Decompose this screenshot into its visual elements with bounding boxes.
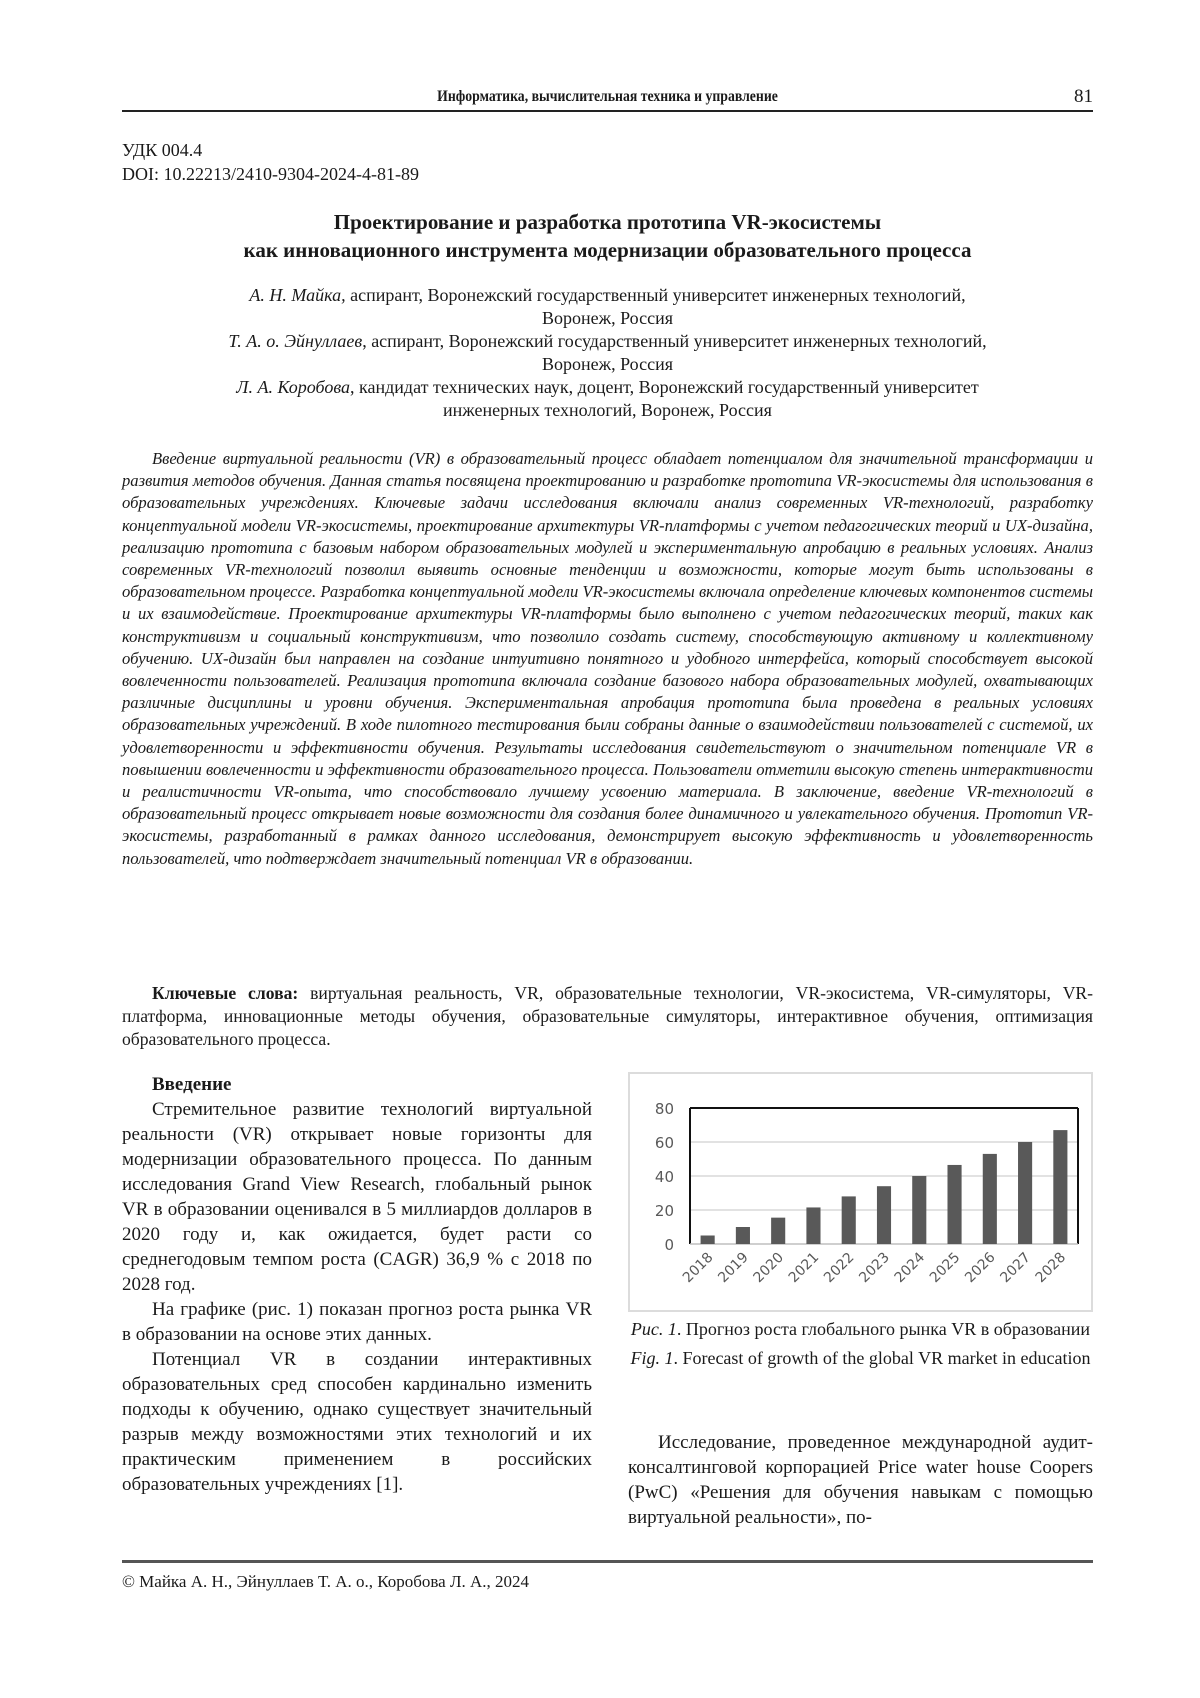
bar-2023 (877, 1186, 891, 1244)
bar-2026 (983, 1154, 997, 1244)
paragraph: Стремительное развитие технологий виртуальной реальности (VR) открывает новые горизонты для модернизации образовательного процесса. По данным исследования Grand View Research, глобальный рынок VR в образовании оценивался в 5 миллиардов долларов в 2020 году и, как ожидается, будет расти со среднегодовым темпом роста (CAGR) 36,9 % с 2018 по 2028 год. (122, 1099, 592, 1295)
copyright-notice: © Майка А. Н., Эйнуллаев Т. А. о., Коробова Л. А., 2024 (122, 1572, 530, 1591)
abstract: Введение виртуальной реальности (VR) в образовательный процесс обладает потенциалом для значительной трансформации и развития методов обучения. Данная статья посвящена проектированию и разработке прототипа VR-экосистемы для использования в образовательных учреждениях. Ключевые задачи исследования включали анализ современных VR-технологий, разработку концептуальной модели VR-экосистемы, проектирование архитектуры VR-платформы с учетом педагогических теорий и UX-дизайна, реализацию прототипа с базовым набором образовательных модулей и экспериментальную апробацию в реальных условиях. Анализ современных VR-технологий позволил выявить основные тенденции и возможности, которые могут быть использованы в образовательном процессе. Разработка концептуальной модели VR-экосистемы включала определение ключевых компонентов системы и их взаимодействие. Проектирование архитектуры VR-платформы было выполнено с учетом педагогических теорий, таких как конструктивизм и социальный конструктивизм, что позволило создать систему, способствующую активному и коллективному обучению. UX-дизайн был направлен на создание интуитивно понятного и удобного интерфейса, который способствует высокой вовлеченности пользователей. Реализация прототипа включала создание базового набора образовательных модулей, охватывающих различные дисциплины и уровни обучения. Экспериментальная апробация прототипа была проведена в реальных условиях образовательных учреждений. В ходе пилотного тестирования были собраны данные о взаимодействии пользователей с системой, их удовлетворенности и эффективности обучения. Результаты исследования свидетельствуют о значительном потенциале VR в повышении вовлеченности и эффективности образовательного процесса. Пользователи отметили высокую степень интерактивности и реалистичности VR-опыта, что способствовало лучшему усвоению материала. В заключение, введение VR-технологий в образовательный процесс открывает новые возможности для создания более динамичного и увлекательного обучения. Прототип VR-экосистемы, разработанный в рамках данного исследования, демонстрирует высокую эффективность и удовлетворенность пользователей, что подтверждает значительный потенциал VR в образовании. (122, 449, 1093, 868)
keywords-text: виртуальная реальность, VR, образовательные технологии, VR-экосистема, VR-симуляторы, VR-платформа, инновационные методы обучения, образовательные симуляторы, интерактивное обучения, оптимизация образовательного процесса. (122, 983, 1094, 1049)
page-number: 81 (1074, 86, 1093, 107)
bar-2024 (912, 1176, 926, 1244)
introduction-left-column (122, 1072, 592, 1497)
bar-2021 (806, 1207, 820, 1244)
section-heading-introduction: Введение (152, 1074, 232, 1095)
author-location: Воронеж, Россия (542, 354, 673, 374)
y-tick-label: 0 (664, 1236, 674, 1254)
x-tick-label: 2024 (891, 1249, 929, 1287)
udc-code: УДК 004.4 (122, 140, 203, 160)
authors-block (122, 284, 1093, 422)
journal-section-title: Информатика, вычислительная техника и управление (437, 88, 778, 105)
author-location: инженерных технологий, Воронеж, Россия (443, 400, 772, 420)
caption-ru-label: Рис. 1 (630, 1319, 677, 1339)
author-entry (122, 284, 1093, 307)
author-entry (122, 376, 1093, 399)
footer-divider (122, 1560, 1093, 1563)
bar-2019 (736, 1227, 750, 1244)
figure-1-chart-frame (628, 1072, 1093, 1312)
author-affiliation: , кандидат технических наук, доцент, Воронежский государственный университет (350, 377, 979, 397)
x-tick-label: 2020 (750, 1249, 788, 1287)
author-name: А. Н. Майка, (249, 285, 346, 305)
article-meta (122, 138, 419, 186)
bar-2018 (701, 1236, 715, 1245)
y-tick-label: 40 (654, 1168, 674, 1186)
bar-2025 (947, 1165, 961, 1244)
title-line-2: как инновационного инструмента модернизации образовательного процесса (243, 238, 972, 262)
caption-ru (628, 1318, 1093, 1341)
x-tick-label: 2021 (785, 1249, 823, 1287)
doi: DOI: 10.22213/2410-9304-2024-4-81-89 (122, 164, 419, 184)
author-name: Т. А. о. Эйнуллаев (228, 331, 363, 351)
author-affiliation: , аспирант, Воронежский государственный университет инженерных технологий, (362, 331, 987, 351)
bar-2028 (1053, 1130, 1067, 1244)
running-head (122, 86, 1093, 112)
x-tick-label: 2026 (962, 1249, 999, 1287)
author-entry (122, 330, 1093, 353)
x-tick-label: 2028 (1032, 1249, 1070, 1287)
x-tick-label: 2018 (679, 1249, 717, 1287)
caption-en (628, 1347, 1093, 1370)
bar-2027 (1018, 1142, 1032, 1244)
caption-en-label: Fig. 1 (630, 1348, 674, 1368)
figure-1-caption (628, 1318, 1093, 1376)
x-tick-label: 2025 (926, 1249, 964, 1287)
y-tick-label: 60 (654, 1134, 674, 1152)
bar-2020 (771, 1218, 785, 1244)
keywords (122, 982, 1093, 1051)
x-tick-label: 2023 (856, 1249, 893, 1287)
article-title (122, 208, 1093, 264)
title-line-1: Проектирование и разработка прототипа VR-экосистемы (333, 210, 882, 234)
paragraph: Исследование, проведенное международной аудит-консалтинговой корпорацией Price water house Coopers (PwC) «Решения для обучения навыкам с помощью виртуальной реальности», по- (628, 1432, 1093, 1528)
bar-chart (630, 1074, 1091, 1310)
x-tick-label: 2019 (715, 1249, 752, 1287)
caption-ru-text: . Прогноз роста глобального рынка VR в образовании (676, 1319, 1091, 1339)
y-tick-label: 80 (654, 1100, 674, 1118)
paragraph: На графике (рис. 1) показан прогноз роста рынка VR в образовании на основе этих данных. (122, 1299, 592, 1345)
bar-2022 (842, 1196, 856, 1244)
x-tick-label: 2027 (997, 1249, 1034, 1287)
caption-en-text: . Forecast of growth of the global VR market in education (673, 1348, 1091, 1368)
x-tick-label: 2022 (821, 1249, 858, 1287)
y-tick-label: 20 (654, 1202, 674, 1220)
author-affiliation: аспирант, Воронежский государственный университет инженерных технологий, (345, 285, 966, 305)
paragraph: Потенциал VR в создании интерактивных образовательных сред способен кардинально изменить подходы к обучению, однако существует значительный разрыв между возможностями этих технологий и их практическим применением в российских образовательных учреждениях [1]. (122, 1349, 592, 1495)
author-name: Л. А. Коробова (236, 377, 351, 397)
keywords-label: Ключевые слова: (152, 983, 299, 1003)
author-location: Воронеж, Россия (542, 308, 673, 328)
introduction-right-column (628, 1430, 1093, 1530)
